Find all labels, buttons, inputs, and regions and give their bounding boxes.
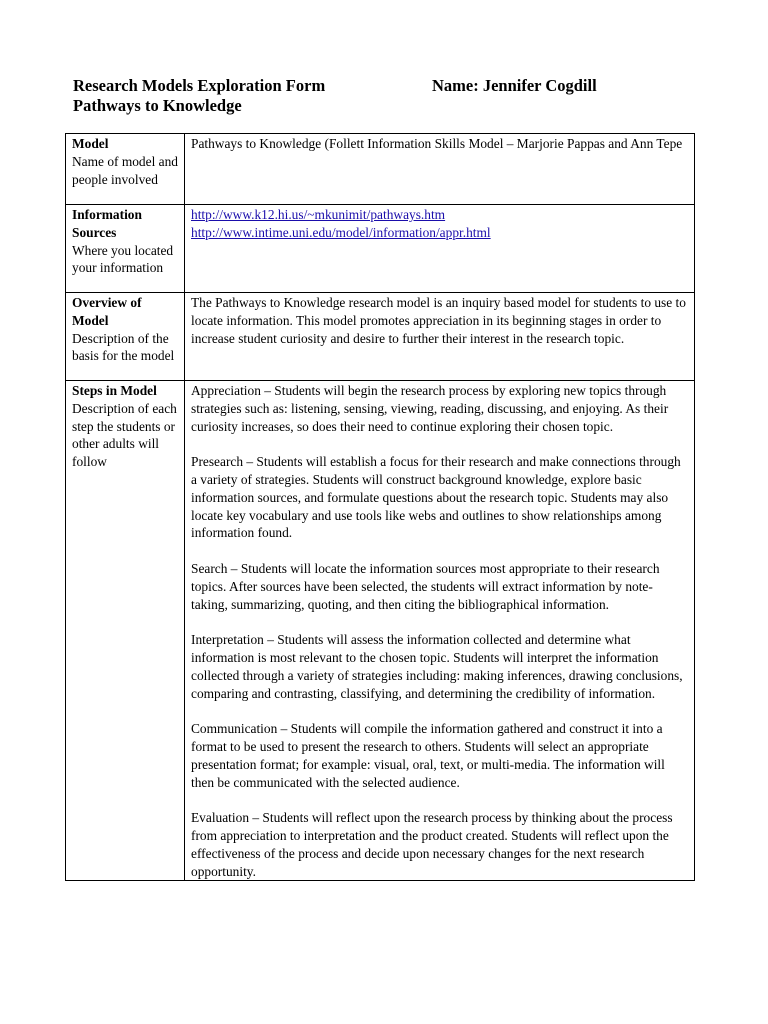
sources-label-title: Information Sources — [72, 207, 142, 240]
source-link-2[interactable]: http://www.intime.uni.edu/model/information/appr.html — [191, 224, 491, 240]
model-label-title: Model — [72, 136, 109, 151]
steps-label-title: Steps in Model — [72, 383, 157, 398]
step-evaluation: Evaluation – Students will reflect upon the research process by thinking about the process from appreciation to interpretation and the product created. Students will reflect upon the effectiveness of the process and decide upon necessary changes for the next research opportunity. — [191, 810, 673, 879]
model-content-cell — [185, 134, 695, 205]
sources-content-cell — [185, 205, 695, 293]
form-subtitle: Pathways to Knowledge — [73, 96, 242, 115]
exploration-form-table — [65, 133, 695, 881]
overview-content: The Pathways to Knowledge research model is an inquiry based model for students to use to locate information. This model promotes appreciation in its beginning stages in order to increase student curiosity and desire to further their interest in the research topic. — [191, 295, 686, 346]
table-row-sources — [66, 205, 695, 293]
table-row-overview — [66, 293, 695, 381]
step-interpretation: Interpretation – Students will assess the information collected and determine what information is most relevant to the chosen topic. Students will interpret the information collected through a variety of strategies including: making inferences, drawing conclusions, comparing and contrasting, classifying, and determining the credibility of information. — [191, 632, 683, 701]
step-presearch: Presearch – Students will establish a focus for their research and make connections through a variety of strategies. Students will construct background knowledge, explore basic information sources, and formulate questions about the research topic. Students may also locate key vocabulary and use tools like webs and outlines to show relationships among information found. — [191, 454, 681, 541]
student-name: Name: Jennifer Cogdill — [432, 76, 597, 95]
steps-label-desc: Description of each step the students or other adults will follow — [72, 400, 177, 470]
model-label-cell — [66, 134, 185, 205]
form-title: Research Models Exploration Form — [73, 76, 326, 95]
overview-label-desc: Description of the basis for the model — [72, 330, 175, 364]
step-communication: Communication – Students will compile the information gathered and construct it into a format to be used to present the research to others. Students will select an appropriate presentation format; for example: visual, oral, text, or multi-media. The information will then be communicated with the selected audience. — [191, 721, 665, 790]
header-row — [73, 76, 713, 96]
steps-content-cell — [185, 381, 695, 881]
model-label-desc: Name of model and people involved — [72, 153, 178, 187]
overview-label-cell — [66, 293, 185, 381]
table-row-steps — [66, 381, 695, 881]
sources-label-desc: Where you located your information — [72, 242, 174, 276]
table-row-model — [66, 134, 695, 205]
overview-label-title: Overview of Model — [72, 295, 142, 328]
overview-content-cell — [185, 293, 695, 381]
step-search: Search – Students will locate the information sources most appropriate to their research topics. After sources have been selected, the students will extract information by note-taking, summarizing, quoting, and then citing the bibliographical information. — [191, 560, 660, 612]
document-header — [73, 76, 713, 116]
model-content: Pathways to Knowledge (Follett Information Skills Model – Marjorie Pappas and Ann Tepe — [191, 136, 683, 151]
sources-label-cell — [66, 205, 185, 293]
step-appreciation: Appreciation – Students will begin the research process by exploring new topics through strategies such as: listening, sensing, viewing, reading, discussing, and enjoying. As their curiosity increases, so does their need to continue exploring their chosen topic. — [191, 383, 669, 434]
source-link-1[interactable]: http://www.k12.hi.us/~mkunimit/pathways.htm — [191, 207, 446, 222]
steps-label-cell — [66, 381, 185, 881]
